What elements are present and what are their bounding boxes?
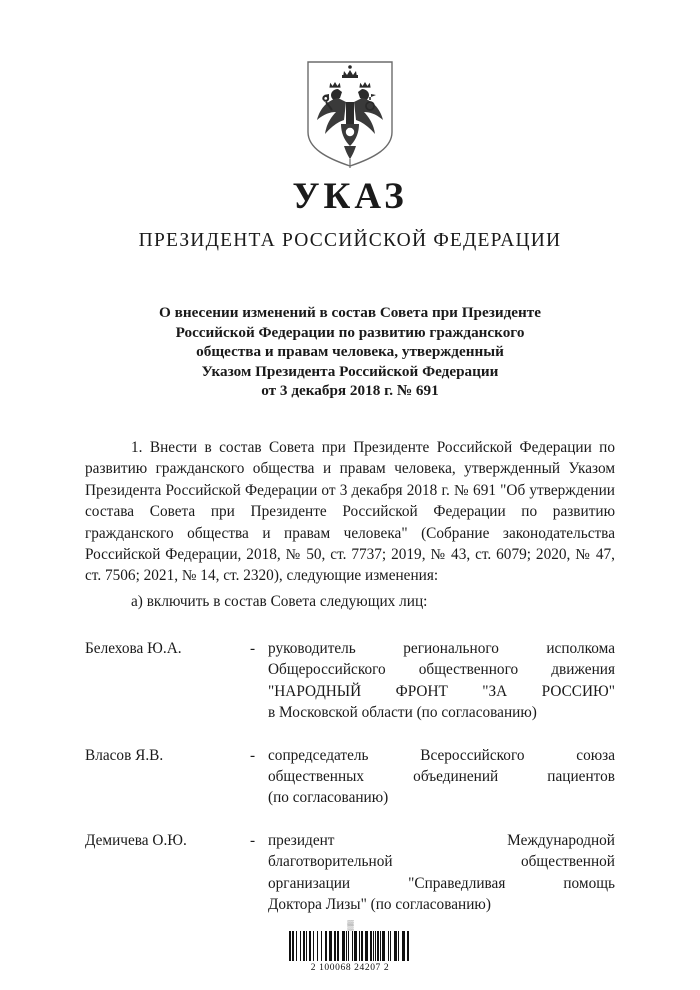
person-list [85,638,615,936]
person-description-line: благотворительной общественной [268,853,615,871]
person-description-line: президент Международной [268,831,615,849]
person-description-line: Доктора Лизы" (по согласованию) [268,896,491,914]
russian-coat-of-arms-icon [302,58,398,170]
body-paragraph-1: 1. Внести в состав Совета при Президенте Российской Федерации по развитию гражданского общества и правам человека, утвержденный Указом Президента Российской Федерации от 3 декабря 2018 г. № 691 "Об утверждении состава Совета при Президенте Российской Федерации по развитию гражданского общества и правам человека" (Собрание законодательства Российской Федерации, 2018, № 50, ст. 7737; 2019, № 43, ст. 6079; 2020, № 47, ст. 7506; 2021, № 14, ст. 2320), следующие изменения: [85,439,615,585]
heading-line: Указом Президента Российской Федерации [201,362,499,380]
page-title: УКАЗ [292,176,408,217]
list-item [85,830,615,916]
person-description-line: "НАРОДНЫЙ ФРОНТ "ЗА РОССИЮ" [268,682,615,700]
body-paragraph-2: а) включить в состав Совета следующих лиц: [131,592,428,610]
barcode-area [0,921,700,973]
heading-line: Российской Федерации по развитию гражданского [175,323,525,341]
decree-heading [100,303,600,401]
person-dash: - [250,640,256,657]
person-dash: - [250,831,256,849]
list-item [85,638,615,724]
person-description-line: Общероссийского общественного движения [268,661,615,679]
heading-line: от 3 декабря 2018 г. № 691 [261,382,439,400]
barcode-bars [289,931,411,961]
person-description [268,638,615,724]
person-description-line: (по согласованию) [268,789,389,807]
emblem-container [0,58,700,170]
person-description [268,745,615,809]
decree-body [85,437,615,612]
heading-line: общества и правам человека, утвержденный [196,343,504,361]
barcode-digits: 2 100068 24207 2 [310,963,390,973]
person-description [268,830,615,916]
list-item [85,745,615,809]
person-name: Демичева О.Ю. [85,831,187,849]
person-description-line: организации "Справедливая помощь [268,874,615,892]
person-description-line: в Московской области (по согласованию) [268,704,537,722]
heading-line: О внесении изменений в состав Совета при Президенте [159,304,541,321]
person-name: Власов Я.В. [85,746,164,764]
person-dash: - [250,746,256,764]
person-description-line: руководитель регионального исполкома [268,640,615,657]
person-description-line: общественных объединений пациентов [268,768,615,786]
person-name: Белехова Ю.А. [85,640,182,657]
person-description-line: сопредседатель Всероссийского союза [268,746,615,764]
barcode-top-mark: ▒ [347,920,353,930]
page-subtitle: ПРЕЗИДЕНТА РОССИЙСКОЙ ФЕДЕРАЦИИ [138,230,562,251]
